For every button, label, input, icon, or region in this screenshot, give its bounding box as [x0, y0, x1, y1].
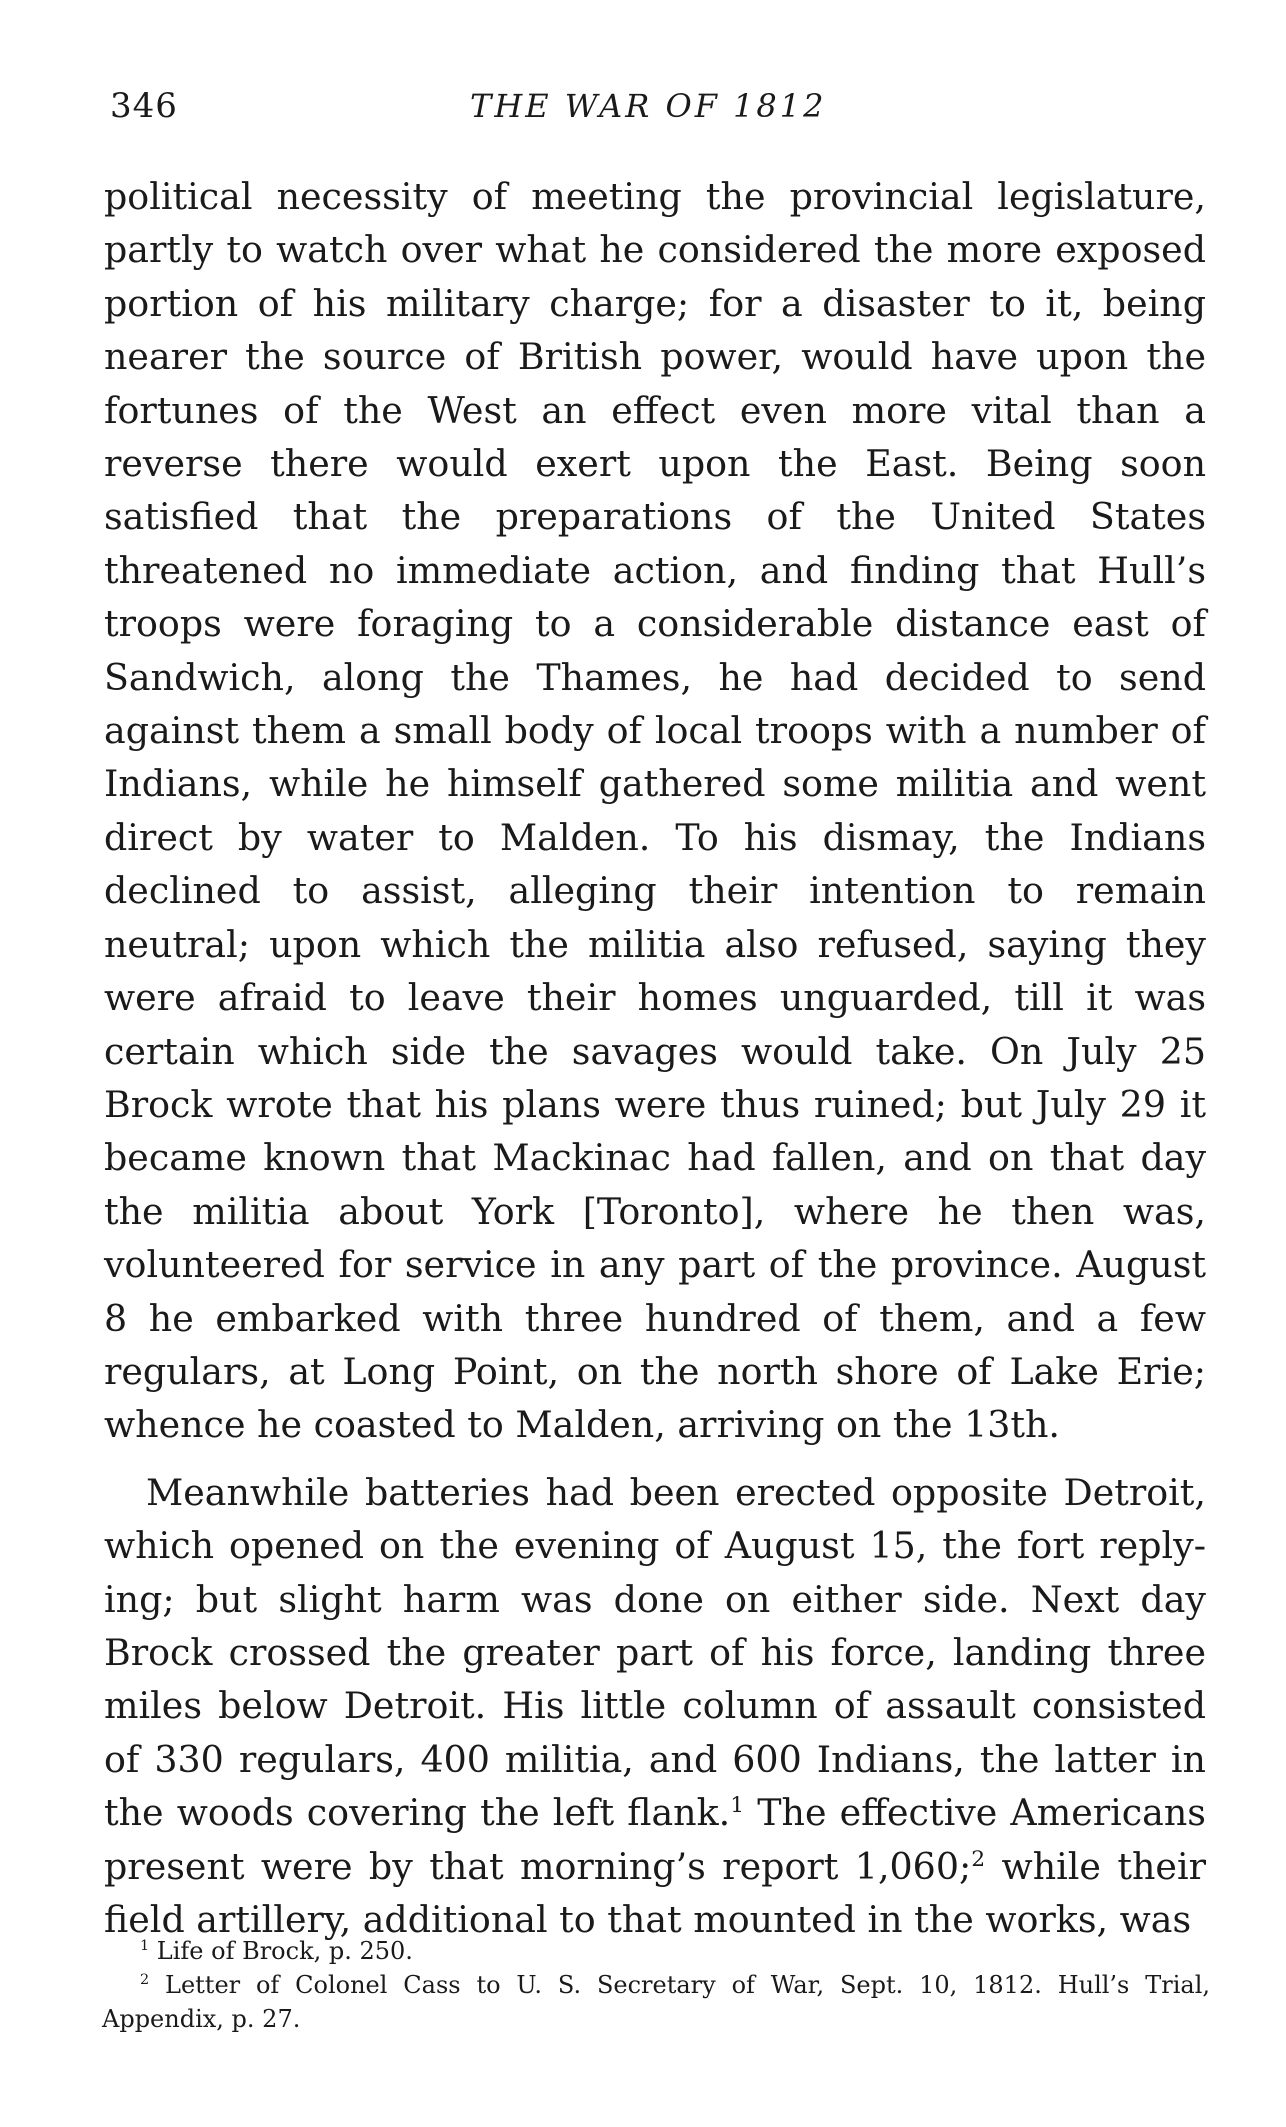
paragraph-2 — [104, 1466, 1206, 1947]
running-head: THE WAR OF 1812 — [470, 87, 827, 125]
main-text — [104, 170, 1206, 1946]
footnote-reference-2: 2 — [971, 1846, 986, 1872]
paragraph-2-text-a: Meanwhile batteries had been erected opposite Detroit, which opened on the evening of August 15, the fort replying; but slight harm was done on either side. Next day Brock crossed the greater part of his force, landing three miles below Detroit. His little column of assault consisted of 330 regulars, 400 militia, and 600 Indians, the latter in the woods covering the left flank. — [104, 1470, 1206, 1835]
page-header — [110, 82, 1240, 130]
paragraph-1: political necessity of meeting the provincial legislature, partly to watch over what he considered the more exposed portion of his military charge; for a disaster to it, being nearer the source of British power, would have upon the fortunes of the West an effect even more vital than a reverse there would exert upon the East. Being soon satisfied that the preparations of the United States threatened no immediate action, and finding that Hull’s troops were foraging to a considerable distance east of Sandwich, along the Thames, he had decided to send against them a small body of local troops with a number of Indians, while he himself gathered some militia and went direct by water to Malden. To his dismay, the Indians declined to assist, alleging their intention to remain neutral; upon which the militia also refused, saying they were afraid to leave their homes unguarded, till it was certain which side the savages would take. On July 25 Brock wrote that his plans were thus ruined; but July 29 it became known that Mackinac had fallen, and on that day the militia about York [Toronto], where he then was, volunteered for service in any part of the province. August 8 he embarked with three hundred of them, and a few regulars, at Long Point, on the north shore of Lake Erie; whence he coasted to Malden, arriving on the 13th. — [104, 175, 1206, 1447]
paragraph-2-text-c: while their field artillery, additional to that mounted in the works, was — [104, 1844, 1206, 1941]
footnote-2-marker: 2 — [140, 1972, 150, 1988]
footnotes — [102, 1934, 1210, 2036]
footnote-2-text: Letter of Colonel Cass to U. S. Secretary of War, Sept. 10, 1812. Hull’s Trial, Appendix, p. 27. — [102, 1971, 1210, 2033]
paragraph-2-text-b: The effective Americans present were by that morning’s report 1,060; — [104, 1791, 1206, 1888]
footnote-1-marker: 1 — [140, 1938, 150, 1954]
footnote-2 — [102, 1968, 1210, 2036]
footnote-1-text: Life of Brock, p. 250. — [149, 1937, 413, 1965]
footnote-reference-1: 1 — [730, 1793, 745, 1819]
page-number: 346 — [110, 86, 178, 126]
footnote-1 — [102, 1934, 1210, 1968]
